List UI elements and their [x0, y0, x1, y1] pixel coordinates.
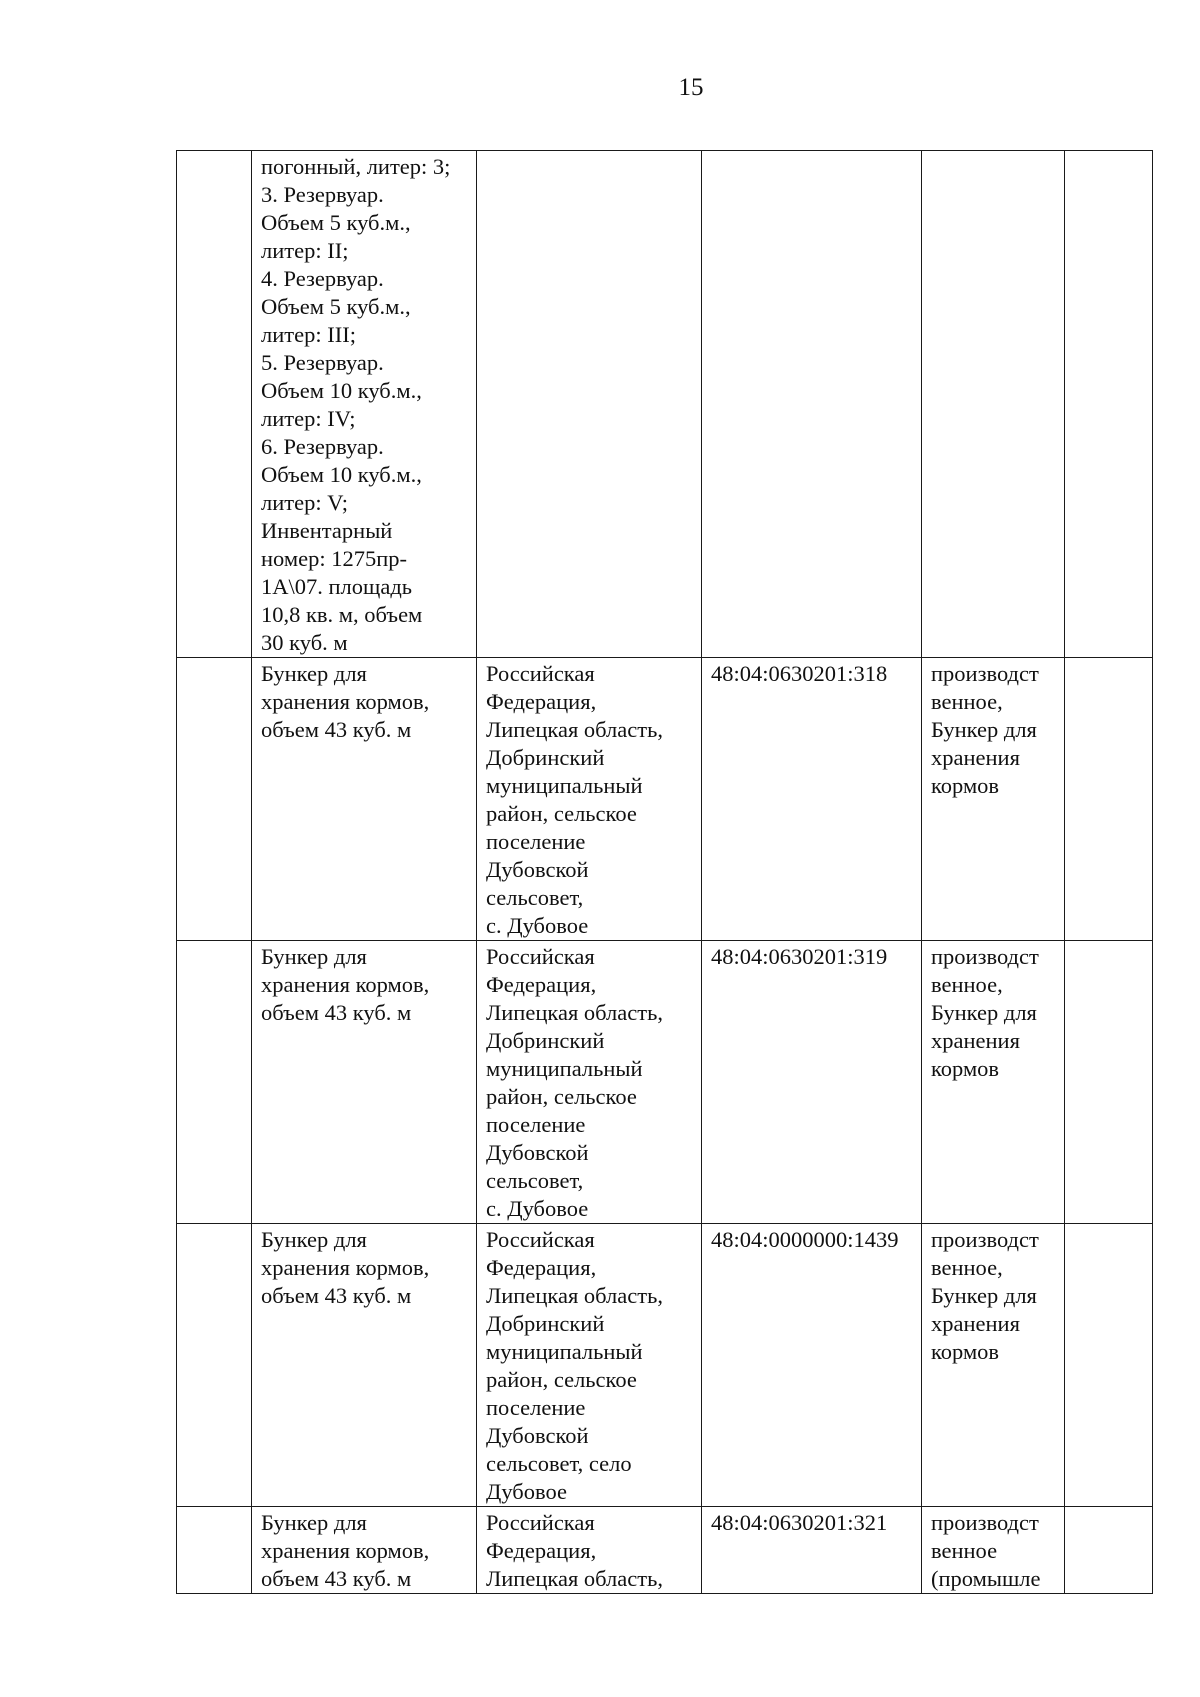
address-cell: Российская Федерация, Липецкая область,: [477, 1507, 702, 1594]
extra-cell: [1065, 151, 1153, 658]
row-number-cell: [177, 1507, 252, 1594]
extra-cell: [1065, 941, 1153, 1224]
object-name-cell: Бункер для хранения кормов, объем 43 куб. м: [252, 1224, 477, 1507]
purpose-cell: [922, 151, 1065, 658]
row-number-cell: [177, 941, 252, 1224]
table-row: [177, 1507, 1153, 1594]
object-name-cell: Бункер для хранения кормов, объем 43 куб. м: [252, 941, 477, 1224]
cadastral-number-cell: 48:04:0630201:321: [702, 1507, 922, 1594]
extra-cell: [1065, 1507, 1153, 1594]
cadastral-number-cell: [702, 151, 922, 658]
address-cell: Российская Федерация, Липецкая область, Добринский муниципальный район, сельское поселение Дубовской сельсовет, с. Дубовое: [477, 941, 702, 1224]
row-number-cell: [177, 658, 252, 941]
page-number: 15: [678, 74, 704, 101]
cadastral-number-cell: 48:04:0000000:1439: [702, 1224, 922, 1507]
table-row: [177, 658, 1153, 941]
address-cell: Российская Федерация, Липецкая область, Добринский муниципальный район, сельское поселение Дубовской сельсовет, село Дубовое: [477, 1224, 702, 1507]
row-number-cell: [177, 1224, 252, 1507]
address-cell: Российская Федерация, Липецкая область, Добринский муниципальный район, сельское поселение Дубовской сельсовет, с. Дубовое: [477, 658, 702, 941]
object-name-cell: погонный, литер: 3; 3. Резервуар. Объем 5 куб.м., литер: II; 4. Резервуар. Объем 5 куб.м., литер: III; 5. Резервуар. Объем 10 куб.м., литер: IV; 6. Резервуар. Объем 10 куб.м., литер: V; Инвентарный номер: 1275пр- 1А\07. площадь 10,8 кв. м, объем 30 куб. м: [252, 151, 477, 658]
extra-cell: [1065, 1224, 1153, 1507]
purpose-cell: производст венное (промышле: [922, 1507, 1065, 1594]
cadastral-number-cell: 48:04:0630201:319: [702, 941, 922, 1224]
property-registry-table: [176, 150, 1153, 1594]
purpose-cell: производст венное, Бункер для хранения кормов: [922, 1224, 1065, 1507]
table-row: [177, 151, 1153, 658]
row-number-cell: [177, 151, 252, 658]
address-cell: [477, 151, 702, 658]
object-name-cell: Бункер для хранения кормов, объем 43 куб. м: [252, 1507, 477, 1594]
purpose-cell: производст венное, Бункер для хранения кормов: [922, 941, 1065, 1224]
object-name-cell: Бункер для хранения кормов, объем 43 куб. м: [252, 658, 477, 941]
cadastral-number-cell: 48:04:0630201:318: [702, 658, 922, 941]
extra-cell: [1065, 658, 1153, 941]
purpose-cell: производст венное, Бункер для хранения кормов: [922, 658, 1065, 941]
table-row: [177, 941, 1153, 1224]
table-row: [177, 1224, 1153, 1507]
